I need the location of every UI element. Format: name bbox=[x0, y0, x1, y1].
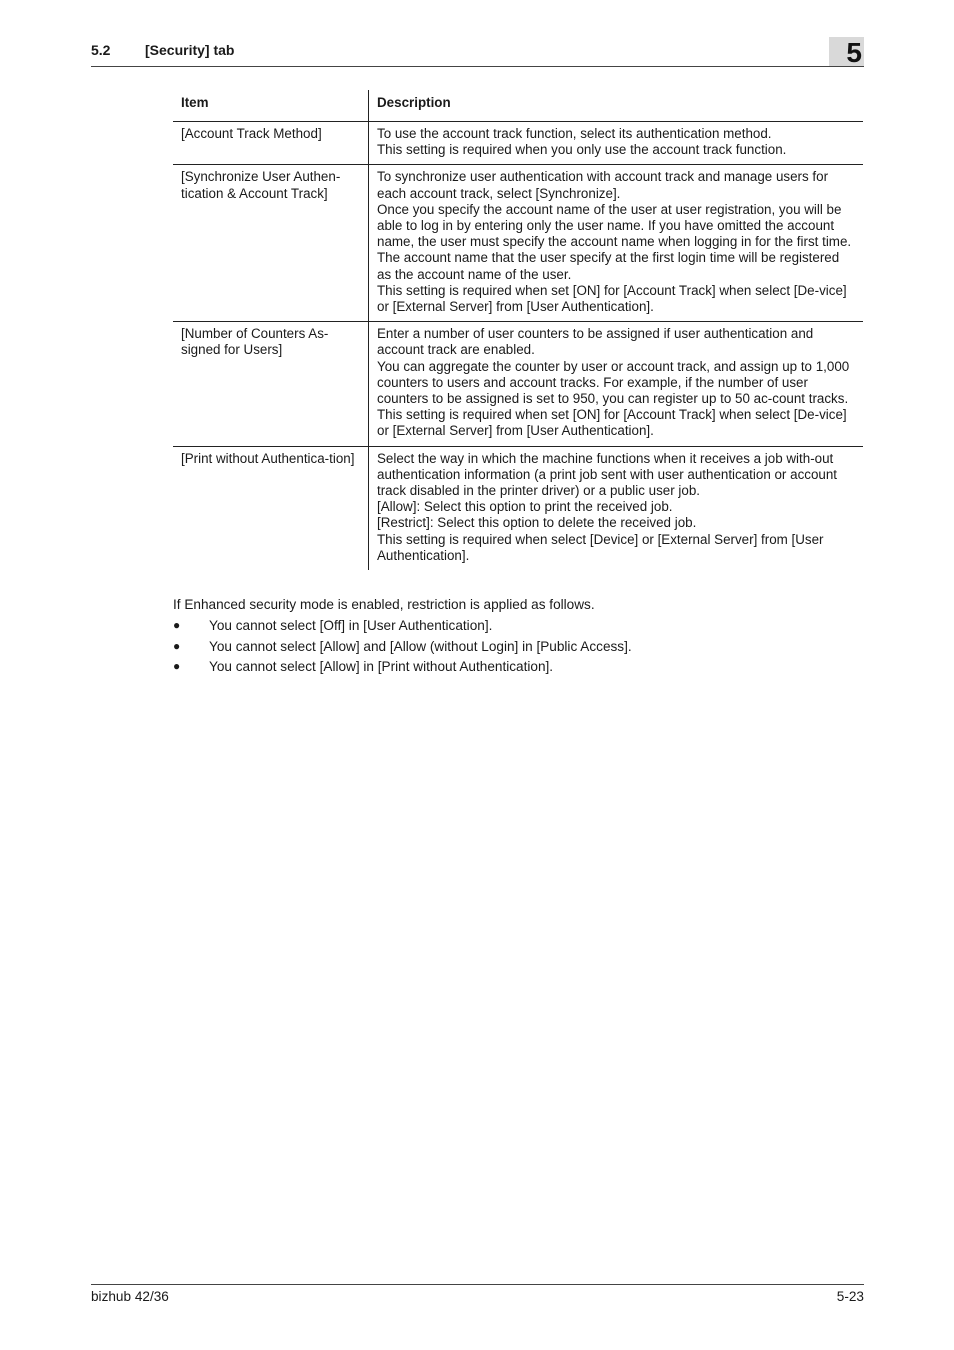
list-item bbox=[173, 639, 632, 660]
intro-paragraph: If Enhanced security mode is enabled, restriction is applied as follows. bbox=[173, 597, 595, 612]
description-line: Once you specify the account name of the user at user registration, you will be able to log in by entering only the user name. If you have omitted the account name, the user must specify the account name when logging in for the first time. The account name that the user specify at the first login time will be registered as the account name of the user. bbox=[377, 201, 852, 282]
row-item: [Number of Counters As-signed for Users] bbox=[173, 322, 369, 446]
description-line: This setting is required when set [ON] for [Account Track] when select [De-vice] or [External Server] from [User Authentication]. bbox=[377, 282, 847, 315]
table-row bbox=[173, 446, 863, 570]
row-description bbox=[369, 322, 864, 446]
section-title: [Security] tab bbox=[145, 42, 235, 58]
list-item-text: You cannot select [Allow] and [Allow (without Login] in [Public Access]. bbox=[209, 638, 632, 654]
page-number: 5-23 bbox=[836, 1289, 864, 1304]
description-line: [Allow]: Select this option to print the received job. bbox=[377, 499, 673, 515]
description-line: Enter a number of user counters to be assigned if user authentication and account track are enabled. bbox=[377, 326, 814, 358]
page-footer bbox=[91, 1284, 864, 1309]
section-number: 5.2 bbox=[91, 42, 111, 58]
settings-table bbox=[173, 90, 863, 570]
product-name: bizhub 42/36 bbox=[91, 1289, 169, 1304]
description-line: To use the account track function, select its authentication method. bbox=[377, 126, 772, 141]
description-line: This setting is required when set [ON] for [Account Track] when select [De-vice] or [External Server] from [User Authentication]. bbox=[377, 407, 847, 439]
page-header bbox=[91, 40, 864, 67]
column-header-item: Item bbox=[173, 90, 369, 122]
row-item: [Synchronize User Authen-tication & Account Track] bbox=[173, 165, 369, 322]
list-item-text: You cannot select [Allow] in [Print without Authentication]. bbox=[209, 659, 554, 674]
row-item: [Print without Authentica-tion] bbox=[173, 446, 369, 570]
bullet-icon: ● bbox=[173, 618, 181, 632]
description-line: You can aggregate the counter by user or account track, and assign up to 1,000 counters to users and account tracks. For example, if the number of user counters to be assigned is set to 950, you can register up to 50 ac-count tracks. bbox=[377, 358, 850, 407]
list-item bbox=[173, 659, 632, 680]
row-item: [Account Track Method] bbox=[173, 122, 369, 165]
row-description bbox=[369, 122, 864, 165]
description-line: This setting is required when select [Device] or [External Server] from [User Authentication]. bbox=[377, 531, 824, 563]
description-line: Select the way in which the machine functions when it receives a job with-out authentication information (a print job sent with user authentication or account track disabled in the printer driver) or a public user job. bbox=[377, 450, 838, 499]
row-description bbox=[369, 446, 864, 570]
row-description bbox=[369, 165, 864, 322]
column-header-description: Description bbox=[369, 90, 864, 122]
restriction-list bbox=[173, 618, 632, 680]
bullet-icon: ● bbox=[173, 659, 181, 673]
chapter-number-badge: 5 bbox=[829, 37, 864, 66]
table-header-row bbox=[173, 90, 863, 122]
description-line: This setting is required when you only use the account track function. bbox=[377, 142, 787, 158]
table-row bbox=[173, 122, 863, 165]
list-item-text: You cannot select [Off] in [User Authentication]. bbox=[209, 618, 493, 633]
table-row bbox=[173, 165, 863, 322]
description-line: [Restrict]: Select this option to delete the received job. bbox=[377, 515, 697, 531]
table-row bbox=[173, 322, 863, 446]
bullet-icon: ● bbox=[173, 638, 181, 653]
description-line: To synchronize user authentication with account track and manage users for each account track, select [Synchronize]. bbox=[377, 169, 829, 201]
list-item bbox=[173, 618, 632, 639]
